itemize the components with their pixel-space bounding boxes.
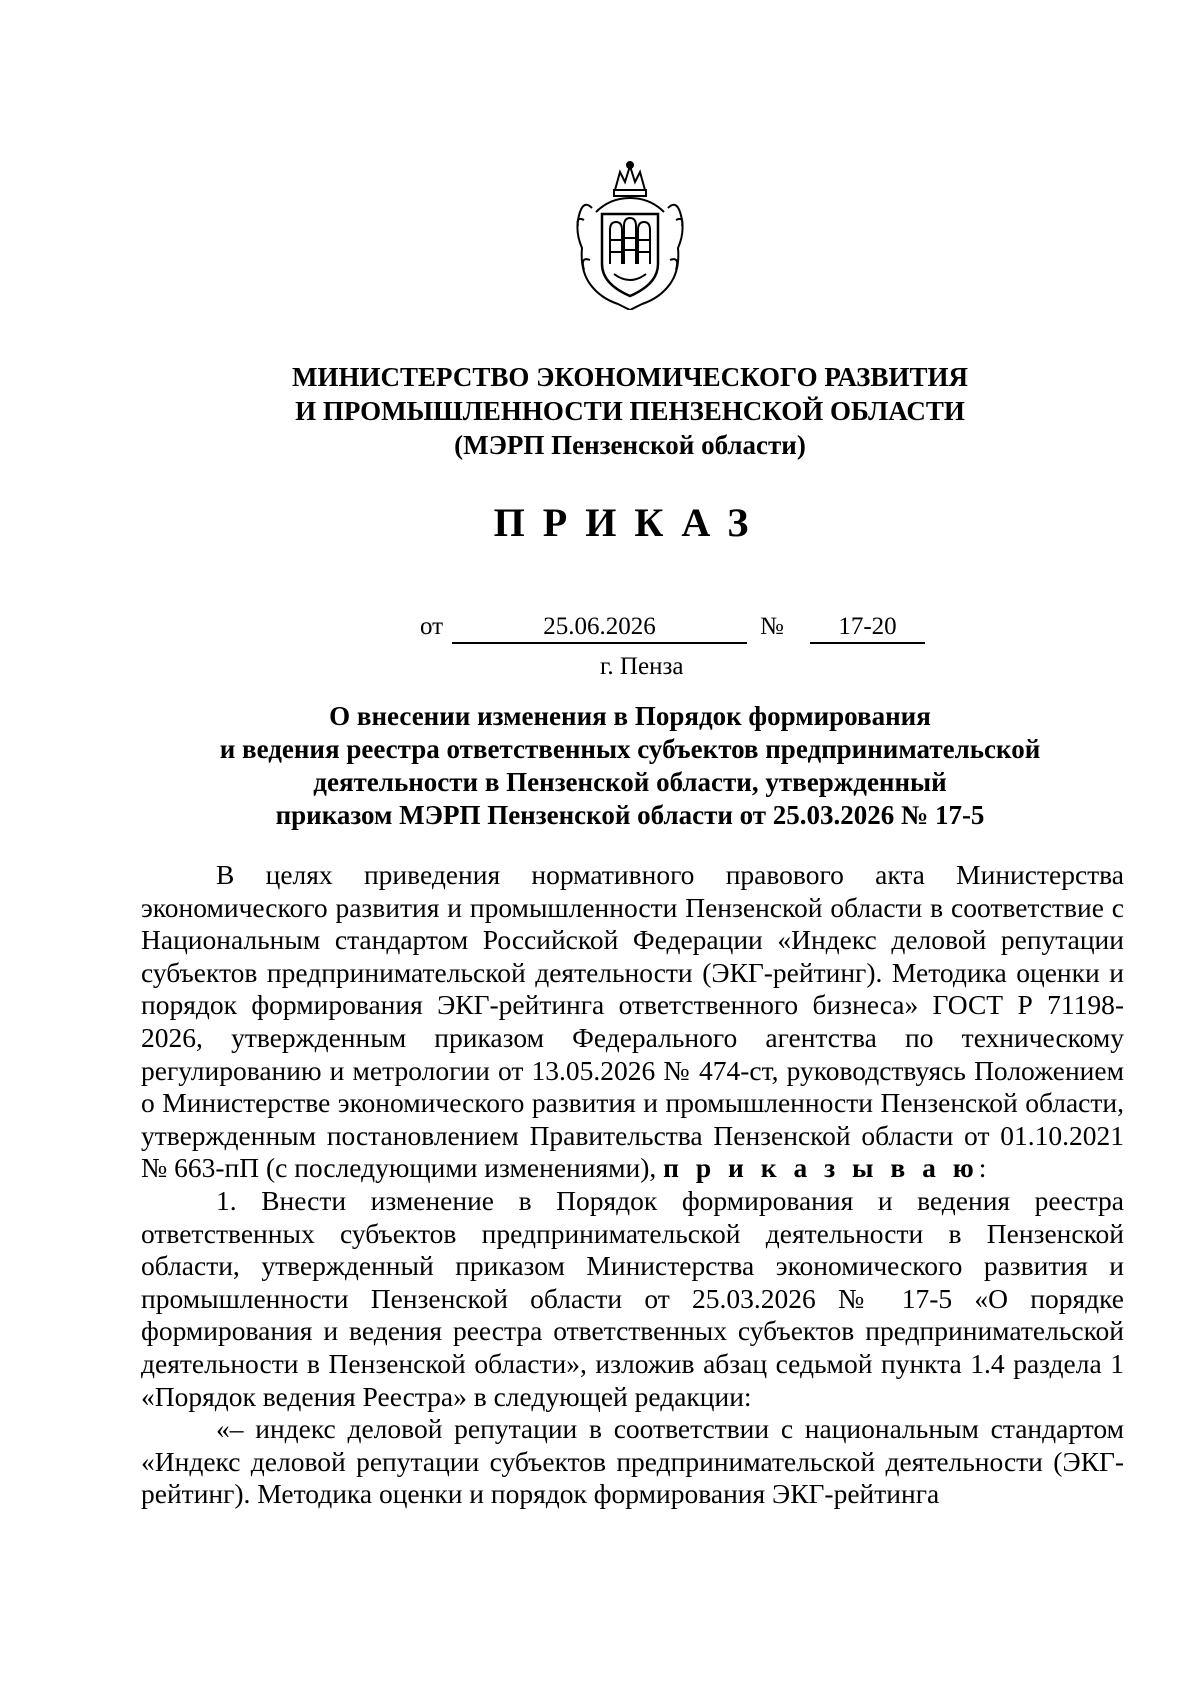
paragraph-preamble — [141, 859, 1124, 1185]
paragraph-quote: «– индекс деловой репутации в соответствии с национальным стандартом «Индекс деловой репутации субъектов предпринимательской деятельности (ЭКГ-рейтинг). Методика оценки и порядок формирования ЭКГ-рейтинга — [141, 1413, 1124, 1510]
subject-line1: О внесении изменения в Порядок формирования — [329, 701, 931, 731]
ministry-name — [0, 360, 1200, 462]
document-body — [141, 859, 1124, 1511]
city: г. Пенза — [600, 653, 684, 680]
order-date: 25.06.2026 — [452, 612, 747, 644]
order-number: 17-20 — [810, 612, 925, 644]
number-sign: № — [760, 613, 784, 640]
from-label: от — [420, 613, 444, 640]
subject-line3: деятельности в Пензенской области, утвержденный — [313, 767, 947, 797]
preamble-text: В целях приведения нормативного правового акта Министерства экономического развития и промышленности Пензенской области в соответствие с Национальным стандартом Российской Федерации «Индекс деловой репутации субъектов предпринимательской деятельности (ЭКГ-рейтинг). Методика оценки и порядок формирования ЭКГ-рейтинга ответственного бизнеса» ГОСТ Р 71198-2026, утвержденным приказом Федерального агентства по техническому регулированию и метрологии от 13.05.2026 № 474-ст, руководствуясь Положением о Министерстве экономического развития и промышленности Пензенской области, утвержденным постановлением Правительства Пензенской области от 01.10.2021 № 663-пП (с последующими изменениями), — [141, 859, 1124, 1184]
order-subject — [0, 700, 1200, 832]
ministry-short-name: (МЭРП Пензенской области) — [454, 430, 806, 460]
ministry-name-line1: МИНИСТЕРСТВО ЭКОНОМИЧЕСКОГО РАЗВИТИЯ — [292, 362, 968, 392]
preamble-end: : — [978, 1152, 987, 1184]
paragraph-item-1: 1. Внести изменение в Порядок формирования и ведения реестра ответственных субъектов предпринимательской деятельности в Пензенской области, утвержденный приказом Министерства экономического развития и промышленности Пензенской области от 25.03.2026 № 17-5 «О порядке формирования и ведения реестра ответственных субъектов предпринимательской деятельности в Пензенской области», изложив абзац седьмой пункта 1.4 раздела 1 «Порядок ведения Реестра» в следующей редакции: — [141, 1184, 1124, 1412]
subject-line2: и ведения реестра ответственных субъектов предпринимательской — [219, 734, 1041, 764]
order-word: п р и к а з ы в а ю — [663, 1152, 979, 1184]
order-date-number — [420, 612, 900, 646]
coat-of-arms-icon — [570, 160, 690, 310]
subject-line4: приказом МЭРП Пензенской области от 25.03.2026 № 17-5 — [275, 800, 985, 830]
document-type-title: ПРИКАЗ — [493, 500, 767, 545]
ministry-name-line2: И ПРОМЫШЛЕННОСТИ ПЕНЗЕНСКОЙ ОБЛАСТИ — [295, 396, 965, 426]
